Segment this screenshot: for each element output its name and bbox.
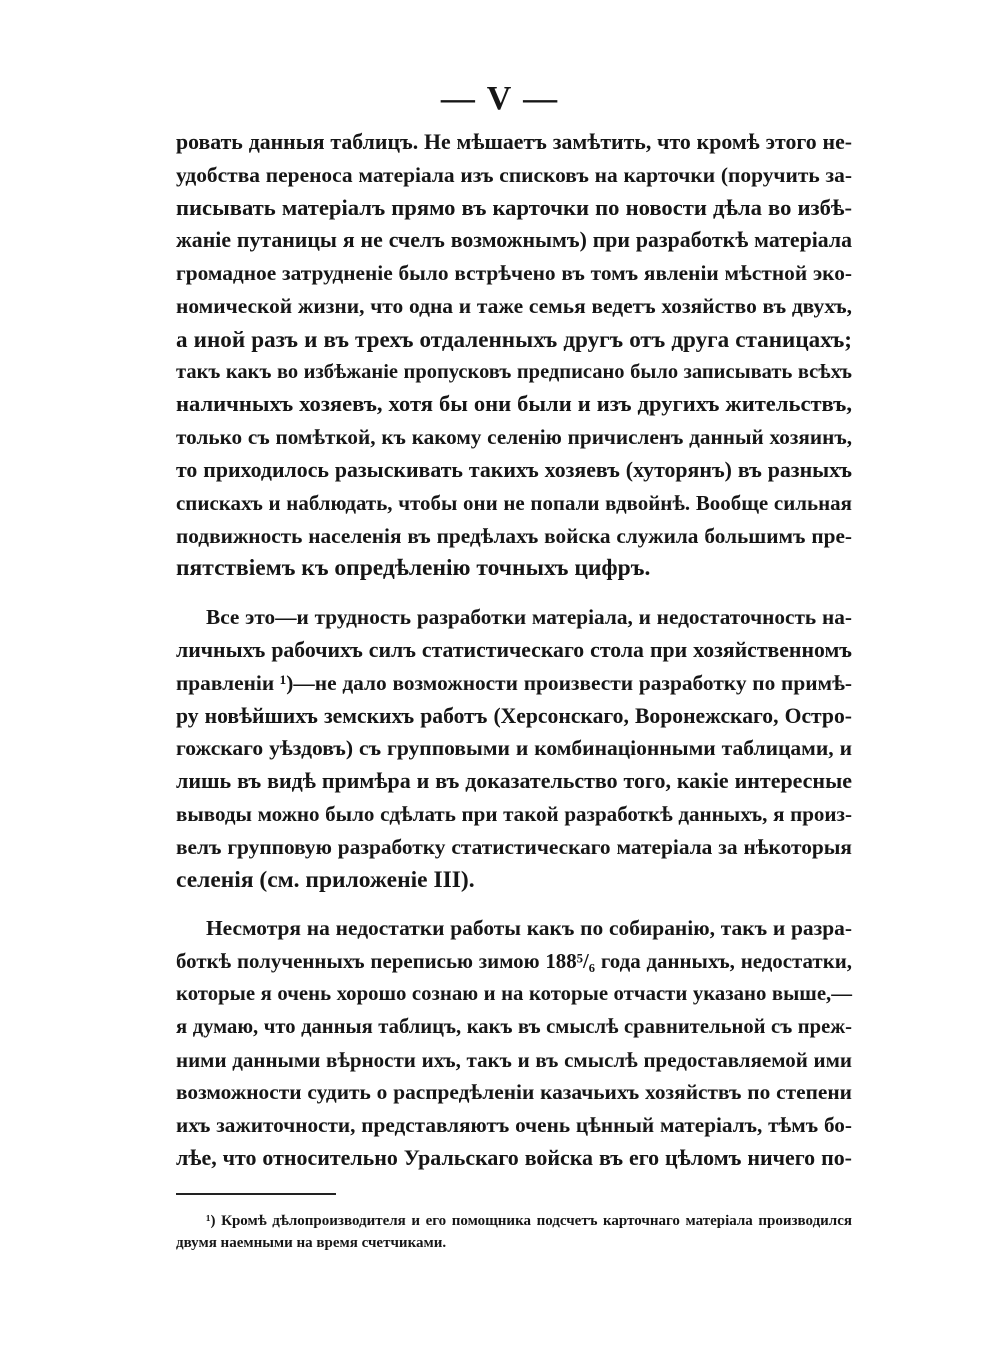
text-line: удобства переноса матеріала изъ списковъ на карточки (поручить за- xyxy=(176,162,852,187)
text-line: жаніе путаницы я не счелъ возможнымъ) при разработкѣ матеріала xyxy=(176,228,852,253)
text-line: писывать матеріалъ прямо въ карточки по новости дѣла во избѣ- xyxy=(176,194,852,220)
text-line: ру новѣйшихъ земскихъ работъ (Херсонскаго, Воронежскаго, Остро- xyxy=(176,703,852,728)
text-line: спискахъ и наблюдать, чтобы они не попали вдвойнѣ. Вообще сильная xyxy=(176,490,852,515)
text-line: ними данными вѣрности ихъ, такъ и въ смыслѣ предоставляемой ими xyxy=(176,1047,852,1072)
paragraph-gap xyxy=(176,896,852,912)
text-line: пятствіемъ къ опредѣленію точныхъ цифръ. xyxy=(176,555,651,582)
paragraph-1 xyxy=(176,126,852,585)
text-line: номической жизни, что одна и таже семья ведетъ хозяйство въ двухъ, xyxy=(176,293,852,318)
text-line: которые я очень хорошо сознаю и на которые отчасти указано выше,— xyxy=(176,981,852,1005)
footnote-line: двумя наемными на время счетчиками. xyxy=(176,1235,447,1251)
text-line: подвижность населенія въ предѣлахъ войска служила большимъ пре- xyxy=(176,523,852,548)
body-text xyxy=(176,126,852,1175)
paragraph-3 xyxy=(176,912,852,1174)
text-line: наличныхъ хозяевъ, хотя бы они были и изъ другихъ жительствъ, xyxy=(176,391,852,417)
text-line: Все это—и трудность разработки матеріала, и недостаточность на- xyxy=(206,605,852,630)
text-line: ихъ зажиточности, представляютъ очень цѣнный матеріалъ, тѣмъ бо- xyxy=(176,1113,852,1138)
text-line: только съ помѣткой, къ какому селенію причисленъ данный хозяинъ, xyxy=(176,425,852,450)
text-line: я думаю, что данныя таблицъ, какъ въ смыслѣ сравнительной съ преж- xyxy=(176,1015,852,1038)
text-line: правленіи ¹)—не дало возможности произвести разработку по примѣ- xyxy=(176,670,852,695)
text-line: личныхъ рабочихъ силъ статистическаго стола при хозяйственномъ xyxy=(176,637,852,662)
text-line: Несмотря на недостатки работы какъ по собиранію, такъ и разра- xyxy=(206,916,852,941)
text-line: лишь въ видѣ примѣра и въ доказательство того, какіе интересные xyxy=(176,768,852,794)
footnote xyxy=(176,1210,852,1254)
footnote-separator xyxy=(176,1193,336,1195)
text-line: громадное затрудненіе было встрѣчено въ томъ явленіи мѣстной эко- xyxy=(176,261,852,286)
footnote-line: ¹) Кромѣ дѣлопроизводителя и его помощника подсчетъ карточнаго матеріала производился xyxy=(206,1213,852,1229)
text-line: гожскаго уѣздовъ) съ групповыми и комбинаціонными таблицами, и xyxy=(176,736,852,761)
text-line: боткѣ полученныхъ переписью зимою 188⁵/₆ года данныхъ, недостатки, xyxy=(176,949,852,974)
page-number: — V — xyxy=(440,80,560,117)
text-line: ровать данныя таблицъ. Не мѣшаетъ замѣтить, что кромѣ этого не- xyxy=(176,130,852,154)
text-line: лѣе, что относительно Уральскаго войска въ его цѣломъ ничего по- xyxy=(176,1144,852,1170)
text-line: то приходилось разыскивать такихъ хозяевъ (хуторянъ) въ разныхъ xyxy=(176,457,852,482)
paragraph-2 xyxy=(176,601,852,896)
text-line: такъ какъ во избѣжаніе пропусковъ предписано было записывать всѣхъ xyxy=(176,360,852,383)
text-line: выводы можно было сдѣлать при такой разработкѣ данныхъ, я произ- xyxy=(176,801,852,826)
text-line: селенія (см. приложеніе III). xyxy=(176,866,475,893)
text-line: возможности судить о распредѣленіи казачьихъ хозяйствъ по степени xyxy=(176,1080,852,1105)
paragraph-gap xyxy=(176,585,852,601)
text-line: велъ групповую разработку статистическаго матеріала за нѣкоторыя xyxy=(176,834,852,859)
text-line: а иной разъ и въ трехъ отдаленныхъ другъ отъ друга станицахъ; xyxy=(176,325,852,352)
